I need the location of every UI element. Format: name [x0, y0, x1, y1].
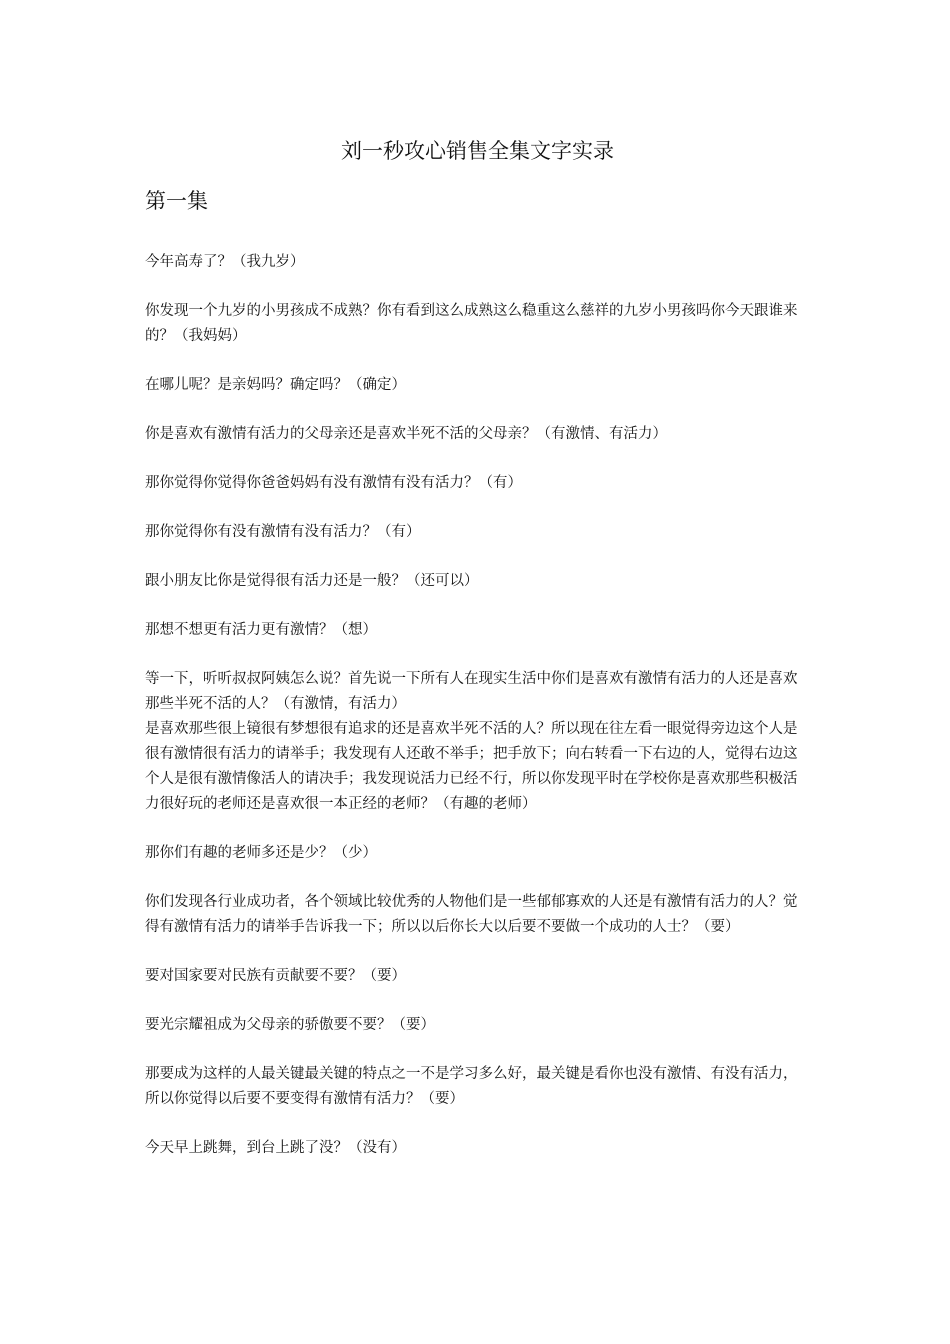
paragraph: 今年高寿了？（我九岁）: [145, 254, 305, 270]
paragraph: 要对国家要对民族有贡献要不要？（要）: [145, 968, 406, 984]
paragraph: 你们发现各行业成功者，各个领域比较优秀的人物他们是一些郁郁寡欢的人还是有激情有活力的人？觉得有激情有活力的请举手告诉我一下；所以以后你长大以后要不要做一个成功的人士？（要）: [145, 894, 798, 935]
transcript-body: [145, 250, 810, 1185]
paragraph: 那你觉得你有没有激情有没有活力？（有）: [145, 524, 421, 540]
paragraph: 你发现一个九岁的小男孩成不成熟？你有看到这么成熟这么稳重这么慈祥的九岁小男孩吗你今天跟谁来的？（我妈妈）: [145, 303, 798, 344]
paragraph: 等一下，听听叔叔阿姨怎么说？首先说一下所有人在现实生活中你们是喜欢有激情有活力的人还是喜欢那些半死不活的人？（有激情，有活力）: [145, 671, 798, 712]
paragraph: 你是喜欢有激情有活力的父母亲还是喜欢半死不活的父母亲？（有激情、有活力）: [145, 426, 667, 442]
paragraph: 在哪儿呢？是亲妈吗？确定吗？（确定）: [145, 377, 406, 393]
paragraph: 跟小朋友比你是觉得很有活力还是一般？（还可以）: [145, 573, 479, 589]
episode-heading: 第一集: [145, 189, 208, 213]
paragraph: 那要成为这样的人最关键最关键的特点之一不是学习多么好，最关键是看你也没有激情、有没有活力，所以你觉得以后要不要变得有激情有活力？（要）: [145, 1066, 798, 1107]
paragraph: 那你觉得你觉得你爸爸妈妈有没有激情有没有活力？（有）: [145, 475, 522, 491]
paragraph: 要光宗耀祖成为父母亲的骄傲要不要？（要）: [145, 1017, 435, 1033]
paragraph: 今天早上跳舞，到台上跳了没？（没有）: [145, 1140, 406, 1156]
paragraph: 是喜欢那些很上镜很有梦想很有追求的还是喜欢半死不活的人？所以现在往左看一眼觉得旁边这个人是很有激情很有活力的请举手；我发现有人还敢不举手；把手放下；向右转看一下右边的人，觉得右边这个人是很有激情像活人的请决手；我发现说活力已经不行，所以你发现平时在学校你是喜欢那些积极活力很好玩的老师还是喜欢很一本正经的老师？（有趣的老师）: [145, 721, 798, 812]
document-title: 刘一秒攻心销售全集文字实录: [341, 139, 614, 163]
paragraph: 那想不想更有活力更有激情？（想）: [145, 622, 377, 638]
paragraph: 那你们有趣的老师多还是少？（少）: [145, 845, 377, 861]
